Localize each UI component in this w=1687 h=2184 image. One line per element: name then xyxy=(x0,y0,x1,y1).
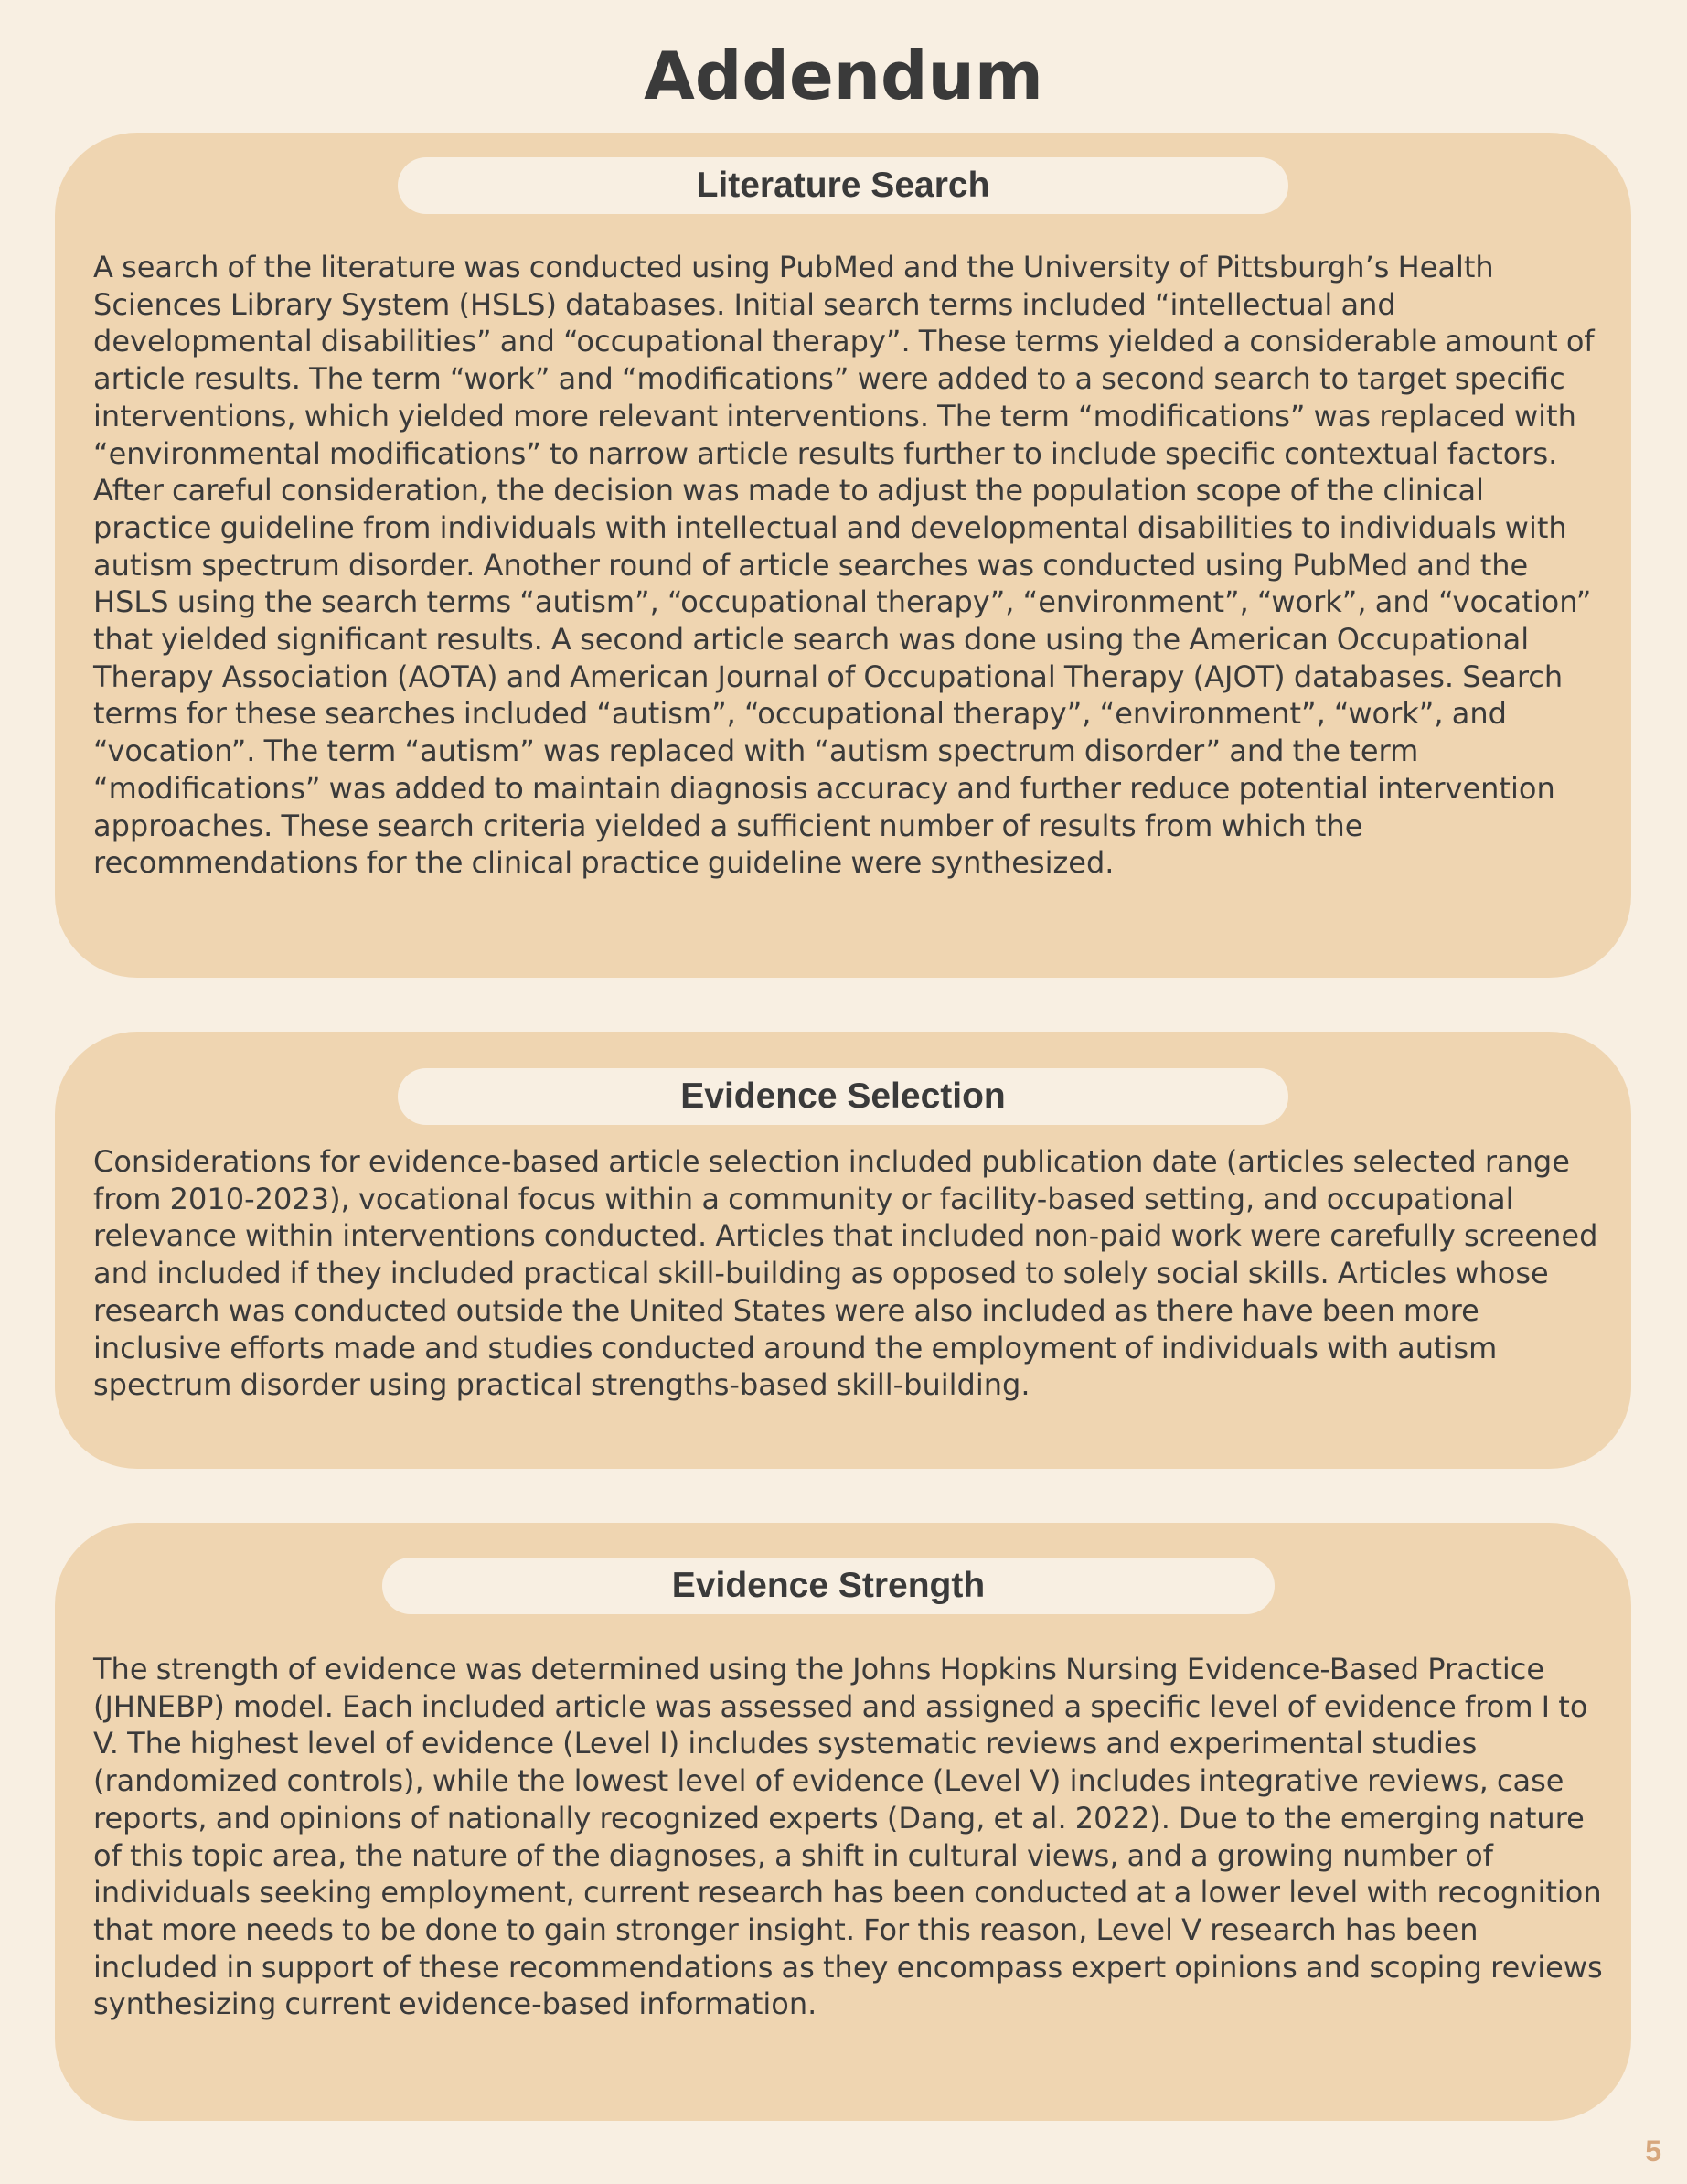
evidence-strength-card xyxy=(55,1523,1631,2121)
page-number: 5 xyxy=(1645,2135,1661,2168)
page-title: Addendum xyxy=(644,37,1043,114)
evidence-selection-text: Considerations for evidence-based article selection included publication date (articles selected range from 2010-2023), vocational focus within a community or facility-based setting, and occupational relevance within interventions conducted. Articles that included non-paid work were carefully screened and included if they included practical skill-building as opposed to solely social skills. Articles whose research was conducted outside the United States were also included as there have been more inclusive efforts made and studies conducted around the employment of individuals with autism spectrum disorder using practical strengths-based skill-building. xyxy=(93,1144,1598,1403)
literature-search-card xyxy=(55,133,1631,978)
evidence-selection-card xyxy=(55,1032,1631,1469)
evidence-selection-heading: Evidence Selection xyxy=(398,1068,1288,1125)
evidence-strength-heading: Evidence Strength xyxy=(382,1558,1275,1614)
literature-search-text: A search of the literature was conducted using PubMed and the University of Pittsburgh’s Health Sciences Library System (HSLS) databases. Initial search terms included “intellectual and developmental disabilities” and “occupational therapy”. These terms yielded a considerable amount of article results. The term “work” and “modifications” were added to a second search to target specific interventions, which yielded more relevant interventions. The term “modifications” was replaced with “environmental modifications” to narrow article results further to include specific contextual factors. After careful consideration, the decision was made to adjust the population scope of the clinical practice guideline from individuals with intellectual and developmental disabilities to individuals with autism spectrum disorder. Another round of article searches was conducted using PubMed and the HSLS using the search terms “autism”, “occupational therapy”, “environment”, “work”, and “vocation” that yielded significant results. A second article search was done using the American Occupational Therapy Association (AOTA) and American Journal of Occupational Therapy (AJOT) databases. Search terms for these searches included “autism”, “occupational therapy”, “environment”, “work”, and “vocation”. The term “autism” was replaced with “autism spectrum disorder” and the term “modifications” was added to maintain diagnosis accuracy and further reduce potential intervention approaches. These search criteria yielded a sufficient number of results from which the recommendations for the clinical practice guideline were synthesized. xyxy=(93,250,1595,881)
literature-search-heading: Literature Search xyxy=(398,157,1288,214)
evidence-strength-text: The strength of evidence was determined using the Johns Hopkins Nursing Evidence-Based Practice (JHNEBP) model. Each included article was assessed and assigned a specific level of evidence from I to V. The highest level of evidence (Level I) includes systematic reviews and experimental studies (randomized controls), while the lowest level of evidence (Level V) includes integrative reviews, case reports, and opinions of nationally recognized experts (Dang, et al. 2022). Due to the emerging nature of this topic area, the nature of the diagnoses, a shift in cultural views, and a growing number of individuals seeking employment, current research has been conducted at a lower level with recognition that more needs to be done to gain stronger insight. For this reason, Level V research has been included in support of these recommendations as they encompass expert opinions and scoping reviews synthesizing current evidence-based information. xyxy=(93,1652,1603,2022)
